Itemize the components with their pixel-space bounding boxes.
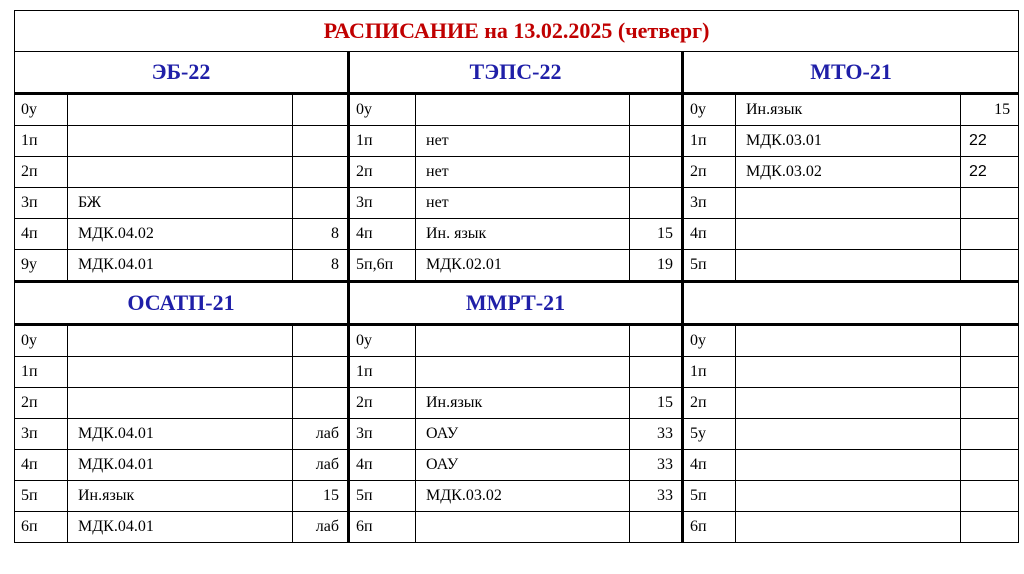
lesson-number: 5п: [15, 481, 68, 512]
subject-cell: МДК.04.01: [68, 512, 293, 543]
room-cell: [961, 250, 1019, 282]
subject-cell: МДК.04.01: [68, 250, 293, 282]
lesson-number: 2п: [683, 157, 736, 188]
group-name: ОСАТП-21: [15, 282, 349, 325]
subject-cell: [736, 450, 961, 481]
subject-cell: [736, 481, 961, 512]
group-name: МТО-21: [683, 52, 1019, 94]
lesson-number: 0у: [15, 94, 68, 126]
lesson-number: 3п: [15, 419, 68, 450]
lesson-number: 3п: [15, 188, 68, 219]
room-cell: [961, 450, 1019, 481]
subject-cell: [736, 357, 961, 388]
group-name: ЭБ-22: [15, 52, 349, 94]
subject-cell: МДК.04.01: [68, 419, 293, 450]
lesson-number: 2п: [683, 388, 736, 419]
room-cell: лаб: [293, 450, 349, 481]
lesson-number: 0у: [15, 325, 68, 357]
lesson-number: 0у: [683, 325, 736, 357]
room-cell: [630, 188, 683, 219]
subject-cell: МДК.03.01: [736, 126, 961, 157]
schedule-row: [15, 481, 1019, 512]
subject-cell: Ин.язык: [736, 94, 961, 126]
title-row: [15, 11, 1019, 52]
subject-cell: [736, 419, 961, 450]
schedule-row: [15, 126, 1019, 157]
page-title: РАСПИСАНИЕ на 13.02.2025 (четверг): [15, 11, 1019, 52]
room-cell: [293, 94, 349, 126]
group-name: ТЭПС-22: [349, 52, 683, 94]
subject-cell: [68, 126, 293, 157]
lesson-number: 5п: [349, 481, 416, 512]
subject-cell: [416, 325, 630, 357]
lesson-number: 2п: [15, 388, 68, 419]
room-cell: 15: [630, 388, 683, 419]
subject-cell: МДК.03.02: [416, 481, 630, 512]
room-cell: [293, 388, 349, 419]
subject-cell: нет: [416, 126, 630, 157]
schedule-row: [15, 188, 1019, 219]
lesson-number: 9у: [15, 250, 68, 282]
schedule-row: [15, 357, 1019, 388]
lesson-number: 3п: [349, 188, 416, 219]
lesson-number: 2п: [15, 157, 68, 188]
lesson-number: 6п: [15, 512, 68, 543]
subject-cell: [736, 188, 961, 219]
lesson-number: 5п,6п: [349, 250, 416, 282]
subject-cell: нет: [416, 157, 630, 188]
room-cell: 33: [630, 419, 683, 450]
room-cell: [961, 481, 1019, 512]
schedule-row: [15, 450, 1019, 481]
room-cell: [630, 126, 683, 157]
room-cell: 33: [630, 450, 683, 481]
subject-cell: [416, 94, 630, 126]
lesson-number: 2п: [349, 157, 416, 188]
room-cell: 22: [961, 126, 1019, 157]
schedule-row: [15, 512, 1019, 543]
subject-cell: Ин.язык: [68, 481, 293, 512]
room-cell: [630, 512, 683, 543]
room-cell: 33: [630, 481, 683, 512]
lesson-number: 1п: [349, 357, 416, 388]
lesson-number: 0у: [349, 94, 416, 126]
room-cell: [961, 512, 1019, 543]
schedule-sheet: [14, 10, 1018, 565]
group-header-row: [15, 282, 1019, 325]
lesson-number: 0у: [683, 94, 736, 126]
lesson-number: 4п: [15, 219, 68, 250]
subject-cell: [68, 388, 293, 419]
schedule-row: [15, 419, 1019, 450]
room-cell: [961, 357, 1019, 388]
room-cell: 22: [961, 157, 1019, 188]
lesson-number: 3п: [683, 188, 736, 219]
subject-cell: МДК.02.01: [416, 250, 630, 282]
room-cell: [293, 126, 349, 157]
schedule-row: [15, 388, 1019, 419]
schedule-row: [15, 157, 1019, 188]
group-header-row: [15, 52, 1019, 94]
subject-cell: [736, 250, 961, 282]
lesson-number: 1п: [15, 126, 68, 157]
lesson-number: 3п: [349, 419, 416, 450]
subject-cell: ОАУ: [416, 419, 630, 450]
room-cell: лаб: [293, 419, 349, 450]
room-cell: [961, 325, 1019, 357]
subject-cell: МДК.04.02: [68, 219, 293, 250]
room-cell: 15: [293, 481, 349, 512]
room-cell: [630, 157, 683, 188]
schedule-row: [15, 325, 1019, 357]
room-cell: [293, 157, 349, 188]
schedule-row: [15, 219, 1019, 250]
subject-cell: [68, 357, 293, 388]
lesson-number: 4п: [15, 450, 68, 481]
lesson-number: 1п: [15, 357, 68, 388]
lesson-number: 4п: [683, 219, 736, 250]
room-cell: 19: [630, 250, 683, 282]
lesson-number: 5п: [683, 481, 736, 512]
subject-cell: МДК.04.01: [68, 450, 293, 481]
subject-cell: МДК.03.02: [736, 157, 961, 188]
lesson-number: 4п: [349, 219, 416, 250]
lesson-number: 4п: [349, 450, 416, 481]
room-cell: лаб: [293, 512, 349, 543]
lesson-number: 1п: [683, 357, 736, 388]
subject-cell: [736, 219, 961, 250]
room-cell: [961, 188, 1019, 219]
subject-cell: нет: [416, 188, 630, 219]
room-cell: 8: [293, 219, 349, 250]
room-cell: 8: [293, 250, 349, 282]
subject-cell: [68, 157, 293, 188]
schedule-row: [15, 250, 1019, 282]
lesson-number: 6п: [683, 512, 736, 543]
subject-cell: Ин. язык: [416, 219, 630, 250]
lesson-number: 4п: [683, 450, 736, 481]
group-name: [683, 282, 1019, 325]
lesson-number: 1п: [683, 126, 736, 157]
subject-cell: [416, 512, 630, 543]
subject-cell: [736, 512, 961, 543]
room-cell: [630, 325, 683, 357]
schedule-row: [15, 94, 1019, 126]
subject-cell: [736, 388, 961, 419]
subject-cell: [68, 94, 293, 126]
schedule-table: [14, 10, 1019, 543]
lesson-number: 0у: [349, 325, 416, 357]
lesson-number: 6п: [349, 512, 416, 543]
lesson-number: 5у: [683, 419, 736, 450]
room-cell: [630, 94, 683, 126]
subject-cell: БЖ: [68, 188, 293, 219]
subject-cell: [736, 325, 961, 357]
room-cell: [293, 357, 349, 388]
room-cell: [961, 388, 1019, 419]
lesson-number: 2п: [349, 388, 416, 419]
subject-cell: [68, 325, 293, 357]
subject-cell: Ин.язык: [416, 388, 630, 419]
room-cell: [293, 188, 349, 219]
room-cell: [630, 357, 683, 388]
room-cell: [961, 219, 1019, 250]
room-cell: [293, 325, 349, 357]
lesson-number: 5п: [683, 250, 736, 282]
lesson-number: 1п: [349, 126, 416, 157]
room-cell: [961, 419, 1019, 450]
group-name: ММРТ-21: [349, 282, 683, 325]
room-cell: 15: [961, 94, 1019, 126]
subject-cell: ОАУ: [416, 450, 630, 481]
subject-cell: [416, 357, 630, 388]
room-cell: 15: [630, 219, 683, 250]
